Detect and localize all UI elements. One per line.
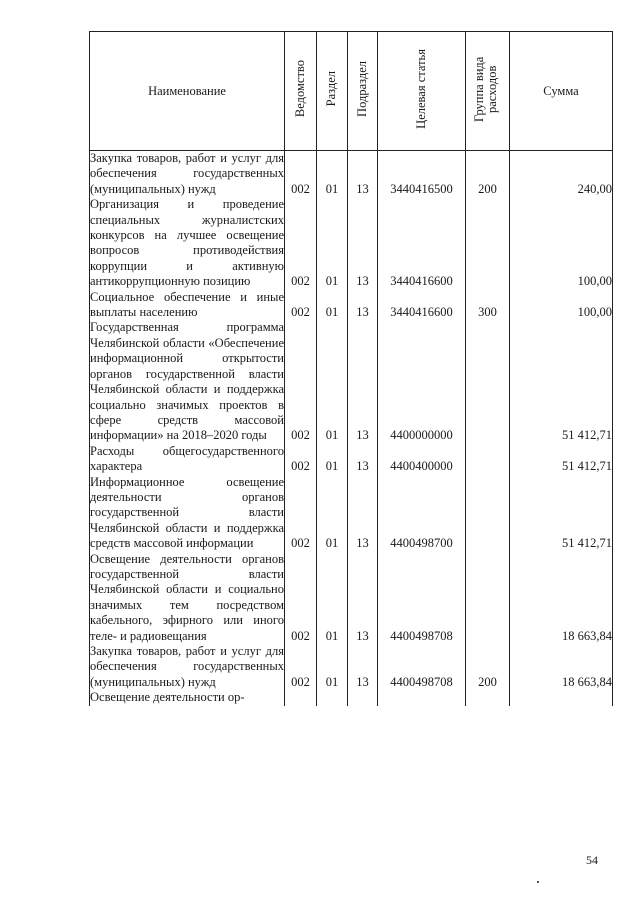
table-row	[90, 151, 613, 198]
row-sum: 51 412,71	[510, 444, 613, 475]
row-group	[466, 475, 510, 552]
header-group	[466, 32, 510, 151]
row-target: 4400498708	[378, 644, 466, 690]
row-target: 4400498708	[378, 552, 466, 644]
row-vedomstvo: 002	[285, 475, 317, 552]
row-target: 4400000000	[378, 320, 466, 443]
row-razdel: 01	[317, 290, 348, 321]
row-razdel: 01	[317, 444, 348, 475]
row-target: 4400498700	[378, 475, 466, 552]
row-vedomstvo: 002	[285, 552, 317, 644]
row-podrazdel: 13	[348, 444, 378, 475]
header-name: Наименование	[90, 32, 285, 151]
row-sum: 18 663,84	[510, 552, 613, 644]
header-group-label: Группа вида расходов	[471, 56, 499, 122]
row-group	[466, 197, 510, 289]
row-sum: 240,00	[510, 151, 613, 198]
row-name: Государственная программа Челябинской области «Обеспечение информационной открытости органов государственной власти Челябинской области и поддержка социально значимых проектов в сфере средств массовой информации» на 2018–2020 годы	[90, 320, 284, 443]
row-name: Организация и проведение специальных журналистских конкурсов на лучшее освещение вопросов противодействия коррупции и активную антикоррупционную позицию	[90, 197, 284, 289]
row-name: Расходы общегосударственного характера	[90, 443, 284, 474]
row-razdel: 01	[317, 475, 348, 552]
table-row	[90, 552, 613, 644]
row-name: Освещение деятельности органов государственной власти Челябинской области и социально значимых тем посредством кабельного, эфирного или иного теле- и радиовещания	[90, 551, 284, 643]
row-target: 3440416600	[378, 290, 466, 321]
row-sum: 100,00	[510, 197, 613, 289]
header-podrazdel-label: Подраздел	[354, 61, 369, 117]
table-row	[90, 690, 613, 705]
row-name: Закупка товаров, работ и услуг для обеспечения государственных (муниципальных) нужд	[90, 644, 284, 689]
row-podrazdel	[348, 690, 378, 705]
table-header-row	[90, 32, 613, 151]
table-row	[90, 197, 613, 289]
row-target: 3440416500	[378, 151, 466, 198]
row-group	[466, 552, 510, 644]
table-row	[90, 290, 613, 321]
row-target	[378, 690, 466, 705]
row-vedomstvo	[285, 690, 317, 705]
header-target-label: Целевая статья	[413, 49, 428, 129]
header-vedomstvo-label: Ведомство	[292, 60, 307, 118]
header-razdel-label: Раздел	[324, 71, 339, 107]
row-group: 200	[466, 644, 510, 690]
header-podrazdel	[348, 32, 378, 151]
row-razdel: 01	[317, 151, 348, 198]
row-podrazdel: 13	[348, 475, 378, 552]
row-vedomstvo: 002	[285, 197, 317, 289]
table-row	[90, 444, 613, 475]
row-razdel: 01	[317, 552, 348, 644]
row-razdel: 01	[317, 644, 348, 690]
row-target: 4400400000	[378, 444, 466, 475]
row-name: Социальное обеспечение и иные выплаты населению	[90, 289, 284, 320]
header-target	[378, 32, 466, 151]
row-podrazdel: 13	[348, 320, 378, 443]
row-vedomstvo: 002	[285, 644, 317, 690]
row-group: 200	[466, 151, 510, 198]
page-number: 54	[586, 853, 598, 867]
row-podrazdel: 13	[348, 151, 378, 198]
header-vedomstvo	[285, 32, 317, 151]
row-group: 300	[466, 290, 510, 321]
row-sum	[510, 690, 613, 705]
row-vedomstvo: 002	[285, 290, 317, 321]
row-razdel: 01	[317, 320, 348, 443]
row-target: 3440416600	[378, 197, 466, 289]
row-name: Информационное освещение деятельности органов государственной власти Челябинской области и поддержка средств массовой информации	[90, 474, 284, 551]
row-podrazdel: 13	[348, 290, 378, 321]
table-row	[90, 320, 613, 443]
row-podrazdel: 13	[348, 644, 378, 690]
header-razdel	[317, 32, 348, 151]
table-row	[90, 475, 613, 552]
table-row	[90, 644, 613, 690]
row-vedomstvo: 002	[285, 444, 317, 475]
row-name: Закупка товаров, работ и услуг для обеспечения государственных (муниципальных) нужд	[90, 151, 284, 196]
row-group	[466, 320, 510, 443]
row-group	[466, 444, 510, 475]
row-group	[466, 690, 510, 705]
row-podrazdel: 13	[348, 552, 378, 644]
row-sum: 18 663,84	[510, 644, 613, 690]
header-sum: Сумма	[510, 32, 613, 151]
row-sum: 51 412,71	[510, 320, 613, 443]
row-sum: 100,00	[510, 290, 613, 321]
row-sum: 51 412,71	[510, 475, 613, 552]
row-podrazdel: 13	[348, 197, 378, 289]
budget-table	[89, 31, 613, 706]
row-razdel: 01	[317, 197, 348, 289]
row-name: Освещение деятельности ор-	[90, 690, 285, 705]
row-vedomstvo: 002	[285, 151, 317, 198]
row-razdel	[317, 690, 348, 705]
row-vedomstvo: 002	[285, 320, 317, 443]
scan-speck	[537, 881, 539, 883]
